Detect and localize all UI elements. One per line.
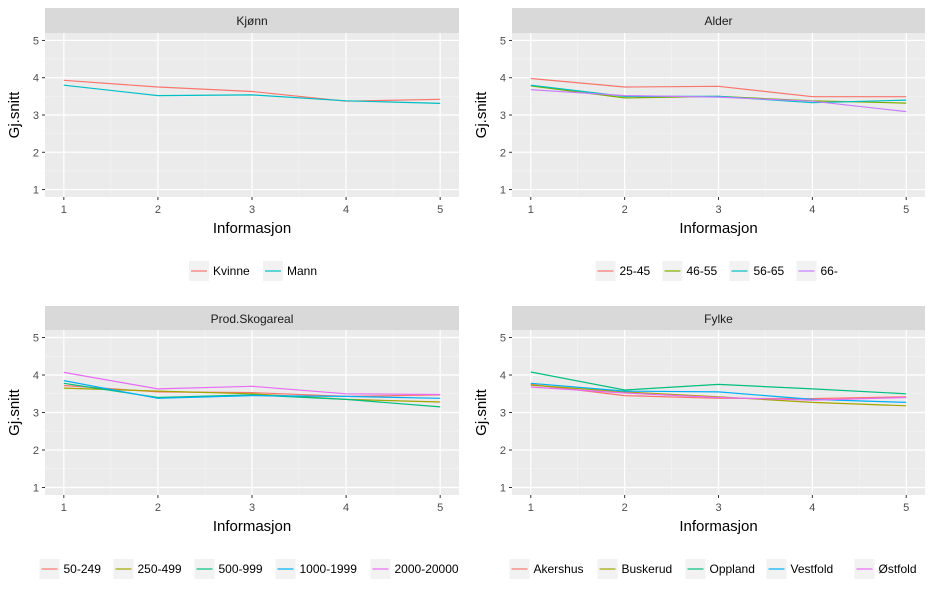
legend-label: Mann <box>287 264 318 278</box>
legend <box>40 559 459 579</box>
legend-label: Akershus <box>533 562 584 576</box>
y-tick-label: 4 <box>499 72 506 85</box>
y-axis-title: Gj.snitt <box>473 389 490 436</box>
facet-panel-1 <box>6 8 459 281</box>
facet-strip-label: Fylke <box>704 312 733 326</box>
legend-label: Kvinne <box>213 264 250 278</box>
facet-strip-label: Prod.Skogareal <box>210 312 294 326</box>
y-axis-title: Gj.snitt <box>473 91 490 139</box>
x-tick-label: 1 <box>527 204 534 216</box>
x-tick-label: 3 <box>715 502 722 514</box>
x-tick-label: 5 <box>903 204 910 216</box>
legend-label: Vestfold <box>790 562 834 576</box>
y-tick-label: 1 <box>499 482 506 495</box>
legend-label: 46-55 <box>686 264 718 278</box>
facet-panel-2 <box>473 8 925 281</box>
x-tick-label: 2 <box>621 502 628 514</box>
x-tick-label: 5 <box>437 204 444 216</box>
legend-label: Buskerud <box>621 562 673 576</box>
x-tick-label: 2 <box>154 502 161 514</box>
y-tick-label: 2 <box>32 445 39 457</box>
legend-label: 250-499 <box>137 562 182 576</box>
legend-label: 66- <box>820 264 838 278</box>
x-axis-title: Informasjon <box>212 518 292 535</box>
x-axis-title: Informasjon <box>679 220 758 237</box>
y-tick-label: 1 <box>32 184 39 197</box>
y-tick-label: 3 <box>32 110 39 122</box>
y-tick-label: 1 <box>32 482 39 495</box>
y-tick-label: 3 <box>499 110 506 122</box>
facet-strip-label: Alder <box>704 14 733 28</box>
x-axis-title: Informasjon <box>212 220 292 237</box>
x-tick-label: 5 <box>903 502 910 514</box>
x-tick-label: 2 <box>154 204 161 216</box>
x-tick-label: 3 <box>715 204 722 216</box>
y-axis-title: Gj.snitt <box>6 389 23 436</box>
x-tick-label: 2 <box>621 204 628 216</box>
y-tick-label: 4 <box>32 72 39 85</box>
legend-label: 1000-1999 <box>299 562 357 576</box>
legend <box>510 559 917 579</box>
x-tick-label: 3 <box>248 502 256 514</box>
facet-panel-3 <box>6 306 459 579</box>
x-axis-title: Informasjon <box>679 518 758 535</box>
y-tick-label: 4 <box>32 370 39 382</box>
x-tick-label: 3 <box>248 204 256 216</box>
legend-label: 50-249 <box>63 562 101 576</box>
x-tick-label: 1 <box>60 204 67 216</box>
x-tick-label: 4 <box>343 502 350 514</box>
x-tick-label: 4 <box>343 204 350 216</box>
facet-panel-4 <box>473 306 925 579</box>
legend-label: Oppland <box>709 562 755 576</box>
y-tick-label: 2 <box>32 147 39 160</box>
legend <box>189 261 317 281</box>
x-tick-label: 1 <box>527 502 534 514</box>
x-tick-label: 4 <box>809 204 816 216</box>
y-tick-label: 4 <box>499 370 506 382</box>
y-tick-label: 3 <box>32 407 39 420</box>
legend-label: Østfold <box>878 562 917 576</box>
legend-label: 500-999 <box>218 562 263 576</box>
facet-strip-label: Kjønn <box>236 14 268 28</box>
y-tick-label: 2 <box>499 147 506 160</box>
legend-label: 25-45 <box>619 264 651 278</box>
x-tick-label: 4 <box>809 502 816 514</box>
y-axis-title: Gj.snitt <box>6 91 23 139</box>
x-tick-label: 1 <box>60 502 67 514</box>
y-tick-label: 2 <box>499 445 506 457</box>
y-tick-label: 5 <box>499 332 506 345</box>
y-tick-label: 5 <box>32 332 39 345</box>
legend <box>596 261 838 281</box>
legend-label: 2000-20000 <box>394 562 459 576</box>
y-tick-label: 3 <box>499 407 506 420</box>
x-tick-label: 5 <box>437 502 444 514</box>
y-tick-label: 1 <box>499 184 506 197</box>
y-tick-label: 5 <box>499 35 506 48</box>
y-tick-label: 5 <box>32 35 39 48</box>
legend-label: 56-65 <box>753 264 785 278</box>
